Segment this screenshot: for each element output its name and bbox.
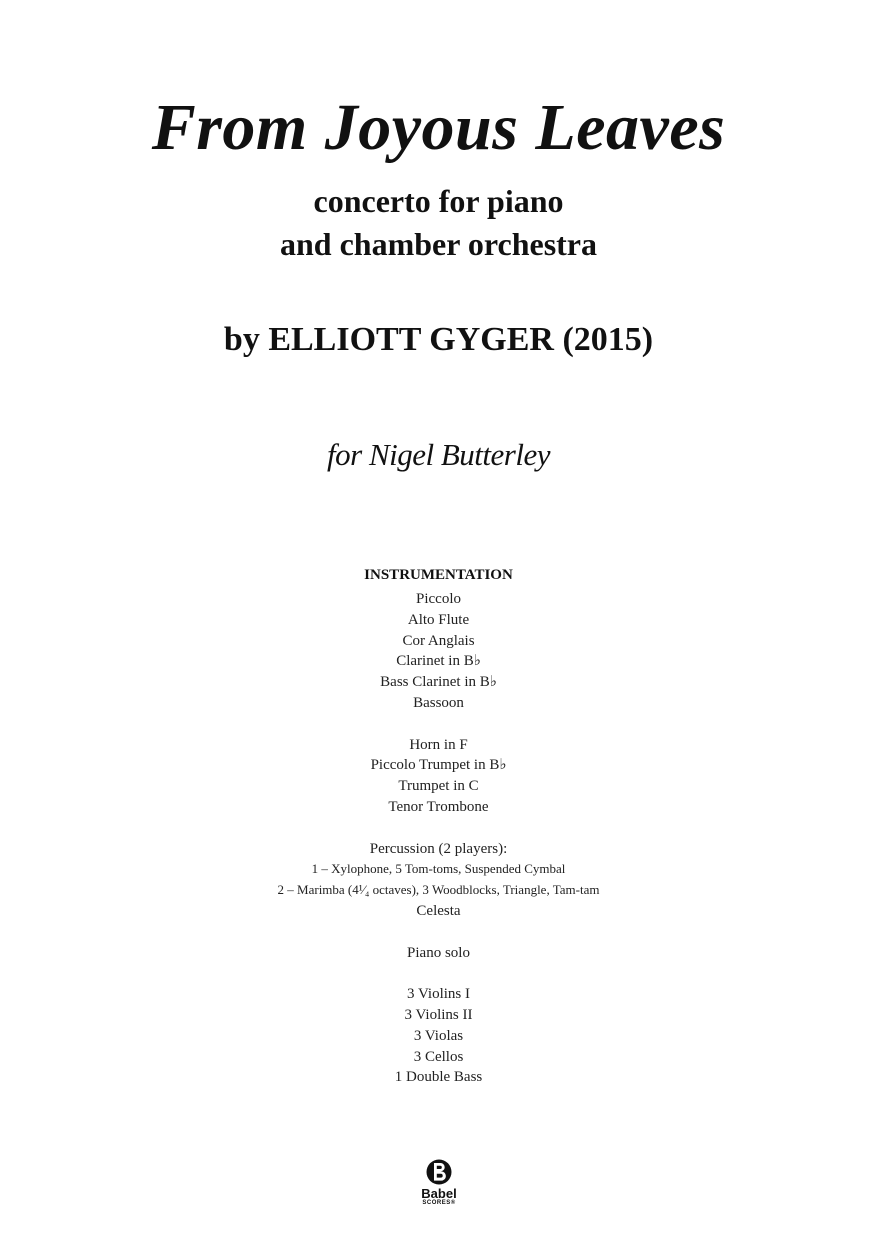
logo-subtext: SCORES® (422, 1200, 456, 1206)
percussion-player-2: 2 – Marimba (4¹⁄₄ octaves), 3 Woodblocks, Triangle, Tam-tam (277, 882, 600, 898)
instrument-piccolo-trumpet: Piccolo Trumpet in B♭ (370, 757, 507, 774)
subtitle-line-2: and chamber orchestra (279, 226, 597, 262)
instrument-trumpet: Trumpet in C (398, 778, 479, 795)
instrument-celesta: Celesta (416, 902, 461, 919)
dedication: for Nigel Butterley (327, 437, 550, 472)
instrument-violas: 3 Violas (413, 1027, 464, 1044)
instrument-violins-2: 3 Violins II (404, 1006, 473, 1023)
instrumentation-heading: INSTRUMENTATION (364, 567, 513, 583)
instrument-double-bass: 1 Double Bass (394, 1069, 483, 1086)
work-title: From Joyous Leaves (151, 91, 726, 164)
instrument-piccolo: Piccolo (416, 591, 461, 607)
instrument-horn: Horn in F (409, 736, 468, 753)
section-spacer (0, 922, 877, 943)
section-spacer (0, 714, 877, 735)
percussion-title: Percussion (2 players): (369, 840, 508, 857)
instrument-cor-anglais: Cor Anglais (402, 632, 475, 649)
instrument-cellos: 3 Cellos (413, 1048, 464, 1065)
percussion-player-1: 1 – Xylophone, 5 Tom-toms, Suspended Cymbal (311, 861, 566, 877)
section-spacer (0, 963, 877, 984)
subtitle-line-1: concerto for piano (313, 183, 564, 219)
instrument-bassoon: Bassoon (413, 694, 464, 711)
babel-scores-logo (410, 1158, 468, 1214)
instrument-violins-1: 3 Violins I (407, 986, 470, 1003)
instrument-alto-flute: Alto Flute (407, 611, 470, 628)
instrument-tenor-trombone: Tenor Trombone (388, 798, 489, 815)
section-spacer (0, 818, 877, 839)
instrument-clarinet: Clarinet in B♭ (396, 653, 481, 670)
babel-logo-icon (426, 1158, 452, 1186)
instrument-bass-clarinet: Bass Clarinet in B♭ (380, 674, 497, 691)
composer-credit: by ELLIOTT GYGER (2015) (223, 321, 654, 358)
logo-wordmark: Babel (421, 1186, 457, 1201)
instrument-piano-solo: Piano solo (407, 944, 470, 961)
instrumentation-list (0, 589, 877, 1088)
work-subtitle (0, 180, 877, 266)
